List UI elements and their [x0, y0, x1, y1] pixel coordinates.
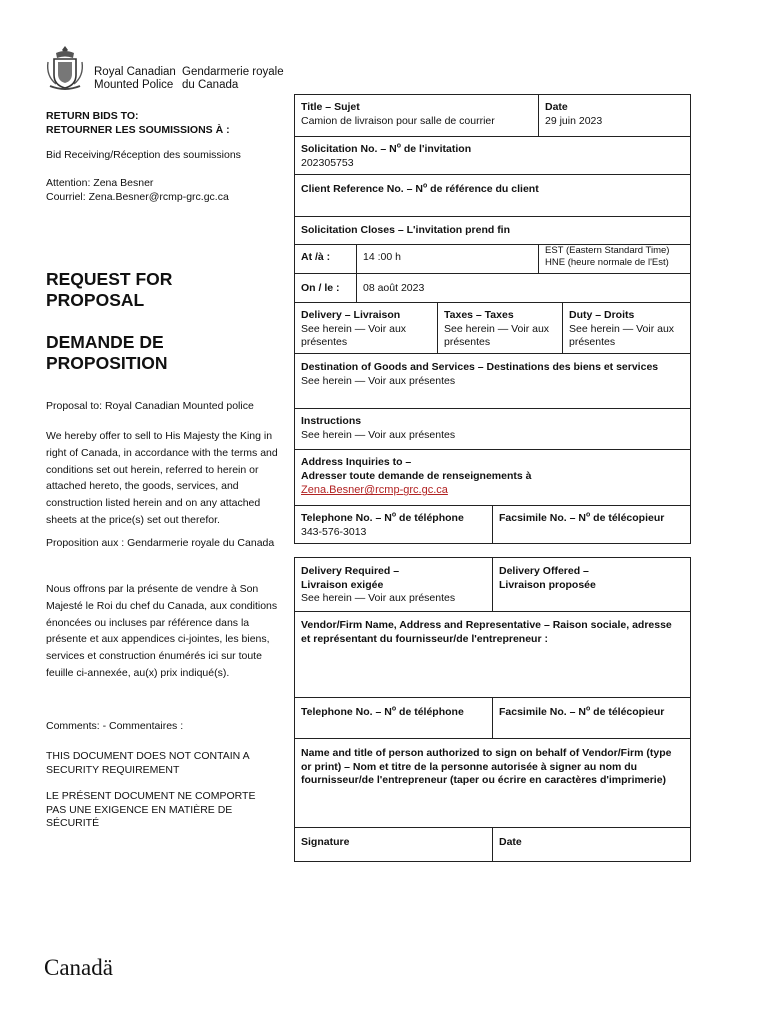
client-reference-cell: [295, 180, 689, 200]
on-label: On / le :: [301, 282, 340, 294]
proposal-to: Proposal to: Royal Canadian Mounted police: [46, 400, 254, 412]
security-notice-fr: LE PRÉSENT DOCUMENT NE COMPORTE PAS UNE EXIGENCE EN MATIÈRE DE SÉCURITÉ: [46, 790, 256, 830]
closing-time-value: 14 :00 h: [363, 251, 401, 263]
org-fr-line2: du Canada: [182, 79, 239, 92]
duty-label: Duty – Droits: [569, 309, 635, 321]
authorized-signatory-field[interactable]: Name and title of person authorized to sign on behalf of Vendor/Firm (type or print) – Nom et titre de la personne autorisée à signer au nom du fournisseur/de l'entrepreneur (taper ou écrire en caractères d'imprimerie): [301, 747, 672, 787]
rcmp-crest-icon: [44, 44, 86, 92]
delivery-required-label-2: Livraison exigée: [301, 578, 384, 591]
offer-text-fr: Nous offrons par la présente de vendre à Son Majesté le Roi du chef du Canada, aux conditions énoncées ou incluses par référence dans la présente et aux appendices ci-jointes, les biens, services et construction énumérés ici sur toute feuille ci-annexée, au(x) prix indiqué(s).: [46, 583, 278, 679]
title-label: Title – Sujet: [301, 101, 360, 113]
vendor-name-field[interactable]: Vendor/Firm Name, Address and Representative – Raison sociale, adresse et représentant du fournisseur/de l'entrepreneur :: [301, 619, 672, 645]
facsimile-label: Facsimile No. – $N^o$ de télécopieur: [499, 511, 665, 524]
timezone-en: EST (Eastern Standard Time): [545, 245, 670, 256]
destination-value: See herein — Voir aux présentes: [301, 374, 456, 387]
attention-block: [46, 177, 286, 204]
date-value: 29 juin 2023: [545, 114, 603, 127]
duty-cell: [563, 306, 691, 353]
signature-date-field[interactable]: Date: [499, 836, 522, 848]
rfp-en-line1: REQUEST FOR: [46, 269, 173, 289]
closing-date-value: 08 août 2023: [363, 282, 425, 294]
date-cell: [539, 98, 689, 131]
org-en-line1: Royal Canadian: [94, 66, 176, 78]
org-fr-line1: Gendarmerie royale: [182, 66, 284, 78]
duty-value: See herein — Voir aux présentes: [569, 322, 675, 349]
inquiries-label-2: Adresser toute demande de renseignements à: [301, 469, 532, 482]
title-cell: [295, 98, 538, 131]
bid-receiving: Bid Receiving/Réception des soumissions: [46, 149, 241, 161]
delivery-required-cell: [295, 562, 491, 609]
rfp-heading-en: [46, 269, 286, 311]
delivery-cell: [295, 306, 437, 353]
telephone-value: 343-576-3013: [301, 525, 367, 538]
rfp-en-line2: PROPOSAL: [46, 290, 145, 310]
client-reference-label: Client Reference No. – $N^o$ de référence du client: [301, 182, 539, 195]
timezone-fr: HNE (heure normale de l'Est): [545, 256, 669, 268]
comments-label: Comments: - Commentaires :: [46, 720, 184, 732]
delivery-required-value: See herein — Voir aux présentes: [301, 592, 456, 605]
inquiries-email-link[interactable]: Zena.Besner@rcmp-grc.gc.ca: [301, 484, 448, 497]
canada-wordmark: Canadä: [44, 955, 113, 980]
instructions-label: Instructions: [301, 415, 362, 427]
timezone-cell: [539, 242, 691, 272]
delivery-required-label-1: Delivery Required –: [301, 565, 400, 577]
offer-text-en: We hereby offer to sell to His Majesty the King in right of Canada, in accordance with the terms and conditions set out herein, referred to herein or attached hereto, the goods, services, and construction listed herein and on any attached sheets at the price(s) set out therefor.: [46, 430, 278, 526]
telephone-cell: [295, 509, 491, 542]
destination-label: Destination of Goods and Services – Destinations des biens et services: [301, 361, 659, 373]
taxes-value: See herein — Voir aux présentes: [444, 322, 550, 349]
instructions-cell: [295, 412, 689, 445]
org-name-en: [94, 66, 176, 92]
vendor-facsimile-field[interactable]: [493, 703, 691, 723]
attention-line: Attention: Zena Besner: [46, 177, 154, 189]
solicitation-number-cell: [295, 140, 689, 173]
date-label: Date: [545, 101, 568, 113]
rfp-fr-line1: DEMANDE DE: [46, 332, 164, 352]
security-notice-en: THIS DOCUMENT DOES NOT CONTAIN A SECURITY REQUIREMENT: [46, 750, 250, 776]
org-name-fr: [182, 66, 284, 92]
solicitation-number-value: 202305753: [301, 156, 354, 169]
title-value: Camion de livraison pour salle de courrier: [301, 114, 495, 127]
telephone-label: Telephone No. – $N^o$ de téléphone: [301, 511, 464, 524]
proposition-aux: Proposition aux : Gendarmerie royale du Canada: [46, 537, 275, 549]
delivery-offered-label-1: Delivery Offered –: [499, 565, 589, 577]
vendor-telephone-label: Telephone No. – $N^o$ de téléphone: [301, 705, 464, 718]
inquiries-label-1: Address Inquiries to –: [301, 456, 412, 468]
at-label: At /à :: [301, 251, 331, 263]
solicitation-closes-label: Solicitation Closes – L'invitation prend fin: [301, 224, 511, 236]
facsimile-cell: [493, 509, 691, 529]
delivery-offered-label-2: Livraison proposée: [499, 578, 596, 591]
delivery-offered-cell[interactable]: [493, 562, 691, 595]
delivery-label: Delivery – Livraison: [301, 309, 401, 321]
vendor-telephone-field[interactable]: [295, 703, 491, 723]
courriel-line: Courriel: Zena.Besner@rcmp-grc.gc.ca: [46, 190, 229, 203]
instructions-value: See herein — Voir aux présentes: [301, 428, 456, 441]
return-bids-en: RETURN BIDS TO:: [46, 110, 139, 122]
vendor-facsimile-label: Facsimile No. – $N^o$ de télécopieur: [499, 705, 665, 718]
rfp-fr-line2: PROPOSITION: [46, 353, 168, 373]
taxes-label: Taxes – Taxes: [444, 309, 514, 321]
return-bids-block: [46, 110, 286, 137]
inquiries-cell: [295, 453, 689, 501]
org-en-line2: Mounted Police: [94, 79, 174, 92]
signature-field[interactable]: Signature: [301, 836, 350, 848]
rfp-heading-fr: [46, 332, 286, 374]
destination-cell: [295, 358, 689, 391]
solicitation-number-label: Solicitation No. – $N^o$ de l'invitation: [301, 142, 472, 155]
return-bids-fr: RETOURNER LES SOUMISSIONS À :: [46, 123, 230, 136]
taxes-cell: [438, 306, 562, 353]
delivery-value: See herein — Voir aux présentes: [301, 322, 407, 349]
